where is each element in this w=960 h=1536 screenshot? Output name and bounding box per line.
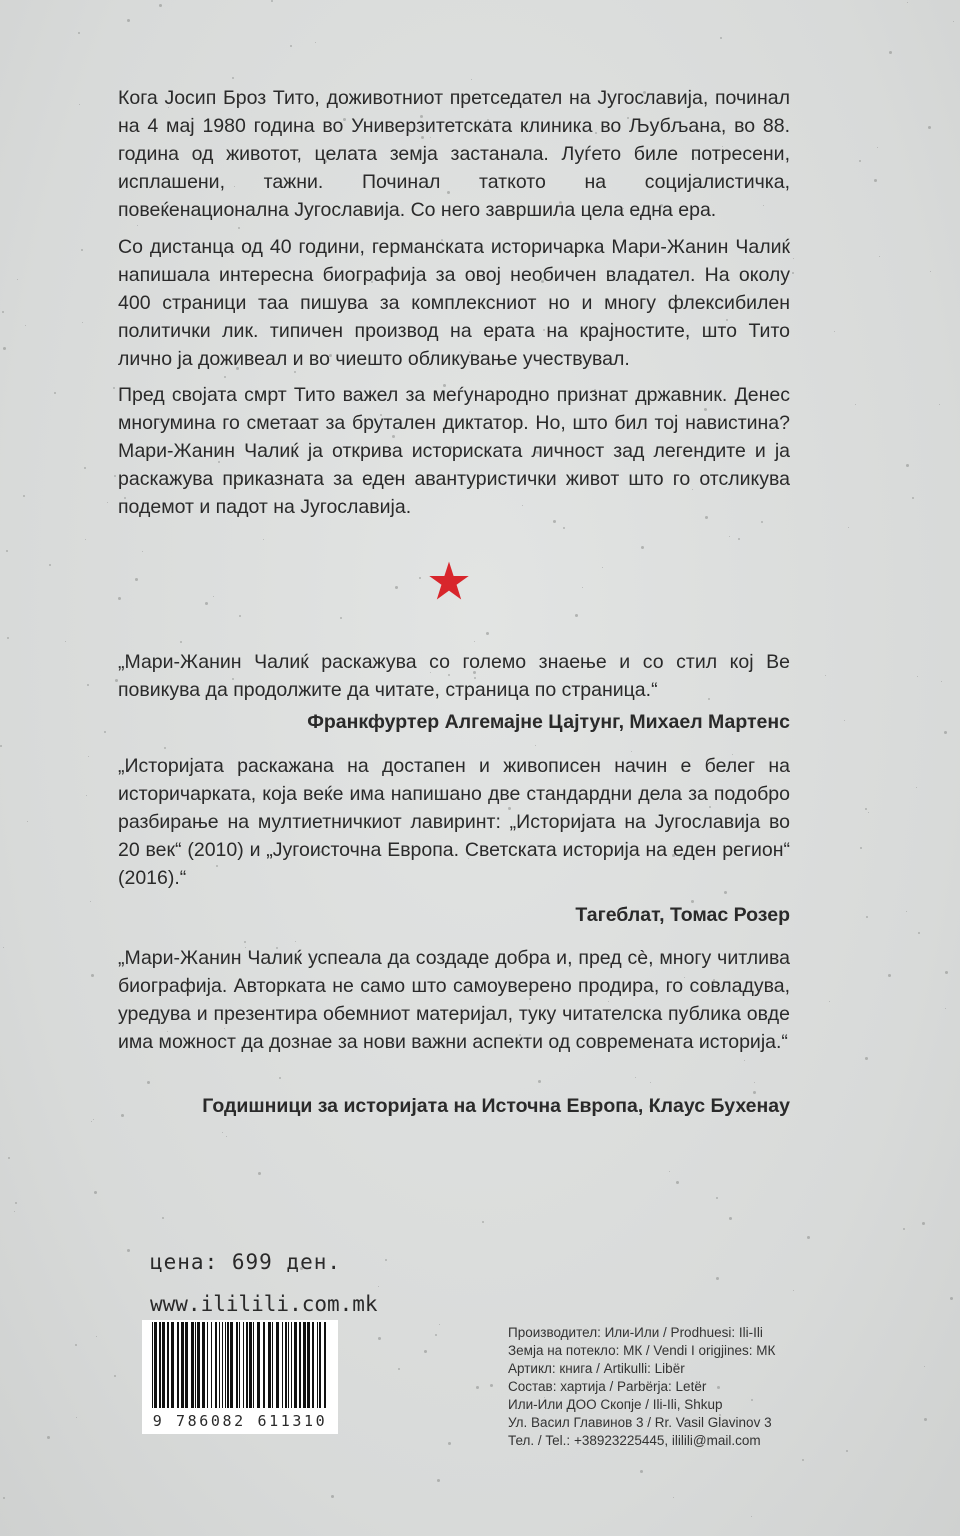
paper-speck xyxy=(848,527,849,528)
barcode-bar xyxy=(159,1322,161,1408)
paper-speck xyxy=(793,1290,794,1291)
paper-speck xyxy=(47,1436,50,1439)
paper-speck xyxy=(90,901,91,902)
barcode-bar xyxy=(312,1322,314,1408)
barcode-bar xyxy=(215,1322,217,1408)
barcode-bar xyxy=(243,1322,244,1408)
paper-speck xyxy=(159,4,162,7)
paper-speck xyxy=(825,675,826,676)
paper-speck xyxy=(75,1344,77,1346)
intro-paragraph-2 xyxy=(118,233,790,373)
paper-speck xyxy=(860,847,862,849)
barcode-bar xyxy=(195,1322,196,1408)
barcode-bar xyxy=(181,1322,184,1408)
review-quote-3 xyxy=(118,944,790,1056)
paper-speck xyxy=(86,795,87,796)
paper-speck xyxy=(87,684,89,686)
paper-speck xyxy=(180,641,182,643)
paper-speck xyxy=(859,160,861,162)
barcode-bar xyxy=(225,1322,226,1408)
paper-speck xyxy=(924,1418,927,1421)
paper-speck xyxy=(258,1172,261,1175)
paper-speck xyxy=(385,1259,387,1261)
paper-speck xyxy=(720,37,722,39)
paper-speck xyxy=(121,1114,124,1117)
barcode xyxy=(142,1320,338,1434)
paper-speck xyxy=(118,597,121,600)
paper-speck xyxy=(84,467,86,469)
barcode-bar xyxy=(211,1322,212,1408)
paper-speck xyxy=(419,577,421,579)
barcode-bar xyxy=(257,1322,260,1408)
paper-speck xyxy=(104,731,106,733)
paper-speck xyxy=(424,1350,427,1353)
barcode-bars xyxy=(148,1320,332,1410)
paper-speck xyxy=(792,272,794,274)
paper-speck xyxy=(868,812,869,813)
review-source-2: Тагеблат, Томас Розер xyxy=(575,904,790,926)
paper-speck xyxy=(85,539,86,540)
paper-speck xyxy=(94,1191,97,1194)
paper-speck xyxy=(222,1132,223,1133)
paper-speck xyxy=(941,681,942,682)
paper-speck xyxy=(91,974,94,977)
paper-speck xyxy=(906,464,909,467)
paper-speck xyxy=(27,821,28,822)
review-quote-3-text: „Мари-Жанин Чалиќ успеала да создаде добра и, пред сè, многу читлива биографија. Авторката не само што самоуверено продира, го совладува, уредува и презентира обемниот материјал, туку читателска публика овде има можност да дознае за нови важни аспекти од современата историја.“ xyxy=(118,947,790,1053)
barcode-bar xyxy=(272,1322,273,1408)
barcode-bar xyxy=(276,1322,279,1408)
barcode-bar xyxy=(268,1322,271,1408)
paper-speck xyxy=(91,1121,92,1122)
paper-speck xyxy=(889,51,892,54)
paper-speck xyxy=(279,1077,281,1079)
price-label: цена: 699 ден. xyxy=(150,1250,342,1274)
paper-speck xyxy=(127,1249,130,1252)
paper-speck xyxy=(331,1495,334,1498)
barcode-bar xyxy=(303,1322,306,1408)
paper-speck xyxy=(81,249,83,251)
paper-speck xyxy=(82,322,83,323)
paper-speck xyxy=(8,1157,10,1159)
paper-speck xyxy=(482,1221,484,1223)
paper-speck xyxy=(844,720,845,721)
info-line: Тел. / Tel.: +38923225445, ililili@mail.com xyxy=(508,1433,761,1448)
paper-speck xyxy=(448,1442,451,1445)
intro-paragraph-3 xyxy=(118,381,790,521)
paper-speck xyxy=(107,502,108,503)
paper-speck xyxy=(738,538,740,540)
paper-speck xyxy=(874,179,877,182)
paper-speck xyxy=(802,1459,804,1461)
paper-speck xyxy=(0,745,2,747)
paper-speck xyxy=(232,77,234,79)
barcode-bar xyxy=(167,1322,169,1408)
paper-speck xyxy=(922,1222,925,1225)
paper-speck xyxy=(471,79,472,80)
barcode-bar xyxy=(246,1322,248,1408)
paper-speck xyxy=(340,617,342,619)
paper-speck xyxy=(2,311,4,313)
paper-speck xyxy=(486,632,489,635)
paper-speck xyxy=(650,1082,651,1083)
review-quote-1 xyxy=(118,648,790,704)
review-quote-2-text: „Историјата раскажана на достапен и живописен начин е белег на историчарката, која веќе има напишано две стандардни дела за подобро разбирање на мултиетничкиот лавиринт: „Историјата на Југославија во 20 век“ (2010) и „Југоисточна Европа. Светската историја на еден регион“ (2016).“ xyxy=(118,755,790,889)
paper-speck xyxy=(78,32,80,34)
paper-speck xyxy=(563,527,565,529)
barcode-bar xyxy=(263,1322,265,1408)
paper-speck xyxy=(912,497,914,499)
paper-speck xyxy=(888,974,891,977)
paper-speck xyxy=(575,614,578,617)
intro-paragraph-1-text: Кога Јосип Броз Тито, доживотниот претседател на Југославија, починал на 4 мај 1980 година во Универзитетската клиника во Љубљана, во 88. година од животот, целата земја застанала. Луѓето биле потресени, исплашени, тажни. Починал таткото на социјалистичка, повеќенационална Југославија. Со него завршила цела една ера. xyxy=(118,87,790,221)
barcode-bar xyxy=(285,1322,287,1408)
paper-speck xyxy=(164,747,166,749)
paper-speck xyxy=(290,45,292,47)
barcode-bar xyxy=(299,1322,301,1408)
paper-speck xyxy=(928,126,931,129)
paper-speck xyxy=(142,551,143,552)
paper-speck xyxy=(65,641,66,642)
paper-speck xyxy=(238,227,240,229)
paper-speck xyxy=(641,546,644,549)
paper-speck xyxy=(729,536,730,537)
paper-speck xyxy=(3,947,4,948)
paper-speck xyxy=(162,1217,164,1219)
barcode-bar xyxy=(222,1322,223,1408)
paper-speck xyxy=(669,1171,670,1172)
paper-speck xyxy=(640,1470,643,1473)
paper-speck xyxy=(3,347,6,350)
paper-speck xyxy=(435,1334,437,1336)
paper-speck xyxy=(135,578,138,581)
paper-speck xyxy=(916,787,917,788)
paper-speck xyxy=(950,1297,953,1300)
paper-speck xyxy=(6,550,8,552)
paper-speck xyxy=(378,1337,381,1340)
paper-speck xyxy=(793,258,794,259)
paper-speck xyxy=(903,1228,905,1230)
barcode-bar xyxy=(197,1322,200,1408)
barcode-bar xyxy=(191,1322,194,1408)
paper-speck xyxy=(25,325,26,326)
paper-speck xyxy=(906,911,907,912)
paper-speck xyxy=(437,1479,440,1482)
paper-speck xyxy=(917,676,918,677)
paper-speck xyxy=(879,256,880,257)
paper-speck xyxy=(114,475,116,477)
barcode-bar xyxy=(236,1322,238,1408)
info-line: Состав: хартија / Parbërja: Letër xyxy=(508,1379,707,1394)
paper-speck xyxy=(924,1366,925,1367)
paper-speck xyxy=(23,495,25,497)
paper-speck xyxy=(14,1211,15,1212)
paper-speck xyxy=(939,404,940,405)
barcode-bar xyxy=(171,1322,174,1408)
review-quote-1-text: „Мари-Жанин Чалиќ раскажува со големо знаење и со стил кој Ве повикува да продолжите да читате, страница по страница.“ xyxy=(118,651,790,701)
paper-speck xyxy=(147,1081,150,1084)
paper-speck xyxy=(945,1008,946,1009)
paper-speck xyxy=(295,941,296,942)
paper-speck xyxy=(754,1082,755,1083)
paper-speck xyxy=(93,1119,94,1120)
paper-speck xyxy=(224,376,226,378)
paper-speck xyxy=(398,1368,400,1370)
barcode-bar xyxy=(152,1322,153,1408)
barcode-bar xyxy=(249,1322,252,1408)
paper-speck xyxy=(676,1181,679,1184)
barcode-bar xyxy=(162,1322,165,1408)
paper-speck xyxy=(263,539,264,540)
paper-speck xyxy=(866,916,868,918)
barcode-bar xyxy=(202,1322,205,1408)
paper-speck xyxy=(226,1136,227,1137)
red-star-icon xyxy=(428,560,470,602)
website-link[interactable]: www.ililili.com.mk xyxy=(150,1292,378,1316)
paper-speck xyxy=(96,1336,97,1337)
paper-speck xyxy=(378,1286,379,1287)
paper-speck xyxy=(930,271,931,272)
paper-speck xyxy=(76,1417,77,1418)
paper-speck xyxy=(79,104,80,105)
paper-speck xyxy=(7,637,9,639)
paper-speck xyxy=(846,1450,848,1452)
paper-speck xyxy=(271,0,273,2)
paper-speck xyxy=(535,745,536,746)
producer-info xyxy=(508,1324,798,1450)
paper-speck xyxy=(716,1197,718,1199)
barcode-bar xyxy=(282,1322,283,1408)
barcode-bar xyxy=(219,1322,220,1408)
info-line: Артикл: книга / Artikulli: Libër xyxy=(508,1361,685,1376)
info-line: Производител: Или-Или / Prodhuesi: Ili-Ili xyxy=(508,1325,763,1340)
paper-speck xyxy=(944,731,947,734)
paper-speck xyxy=(127,19,130,22)
paper-speck xyxy=(137,225,138,226)
paper-speck xyxy=(729,1217,732,1220)
info-line: Земја на потекло: МК / Vendi I origjines: МК xyxy=(508,1343,776,1358)
info-line: Или-Или ДОО Скопје / Ili-Ili, Shkup xyxy=(508,1397,723,1412)
paper-speck xyxy=(907,2,908,3)
info-line: Ул. Васил Главинов 3 / Rr. Vasil Glavinov 3 xyxy=(508,1415,772,1430)
barcode-bar xyxy=(239,1322,240,1408)
paper-speck xyxy=(716,1277,719,1280)
paper-speck xyxy=(15,1202,17,1204)
barcode-bar xyxy=(307,1322,310,1408)
paper-speck xyxy=(3,1497,5,1499)
paper-speck xyxy=(213,596,214,597)
paper-speck xyxy=(205,602,208,605)
paper-speck xyxy=(807,1236,810,1239)
review-source-1: Франкфуртер Алгемајне Цајтунг, Михаел Мартенс xyxy=(307,711,790,733)
paper-speck xyxy=(114,1375,116,1377)
barcode-bar xyxy=(319,1322,321,1408)
paper-speck xyxy=(829,1001,830,1002)
paper-speck xyxy=(855,404,856,405)
paper-speck xyxy=(17,279,18,280)
paper-speck xyxy=(474,641,475,642)
paper-speck xyxy=(239,615,241,617)
paper-speck xyxy=(918,932,920,934)
review-quote-2 xyxy=(118,752,790,892)
paper-speck xyxy=(54,392,56,394)
barcode-bar xyxy=(253,1322,254,1408)
paper-speck xyxy=(395,586,398,589)
paper-speck xyxy=(113,387,115,389)
paper-speck xyxy=(751,1516,752,1517)
paper-speck xyxy=(439,1324,440,1325)
paper-speck xyxy=(244,941,246,943)
paper-speck xyxy=(602,567,603,568)
paper-speck xyxy=(490,1384,493,1387)
intro-paragraph-2-text: Со дистанца од 40 години, германската историчарка Мари-Жанин Чалиќ напишала интересна биографија за овој необичен владател. На околу 400 страници таа пишува за комплексниот но и многу флексибилен политички лик. типичен производ на ерата на крајностите, што Тито лично ја доживеал и во чиешто обликување учествувал. xyxy=(118,236,790,370)
barcode-bar xyxy=(227,1322,229,1408)
barcode-bar xyxy=(317,1322,318,1408)
barcode-bar xyxy=(294,1322,297,1408)
barcode-bar xyxy=(324,1322,326,1408)
paper-speck xyxy=(865,1057,868,1060)
paper-speck xyxy=(315,42,316,43)
intro-paragraph-3-text: Пред својата смрт Тито важел за меѓународно признат државник. Денес многумина го сметаат за брутален диктатор. Но, што бил тој навистина? Мари-Жанин Чалиќ ја открива историската личност зад легендите и ја раскажува приказната за еден авантуристички живот што го отсликува подемот и падот на Југославија. xyxy=(118,384,790,518)
paper-speck xyxy=(761,521,763,523)
paper-speck xyxy=(582,587,583,588)
paper-speck xyxy=(476,1386,479,1389)
barcode-number: 9 786082 611310 xyxy=(152,1412,328,1430)
paper-speck xyxy=(834,331,835,332)
barcode-bar xyxy=(291,1322,292,1408)
paper-speck xyxy=(945,971,948,974)
paper-speck xyxy=(538,1080,541,1083)
paper-speck xyxy=(88,756,89,757)
paper-speck xyxy=(865,808,867,810)
paper-speck xyxy=(673,1497,674,1498)
barcode-bar xyxy=(185,1322,188,1408)
barcode-bar xyxy=(177,1322,179,1408)
review-source-3: Годишници за историјата на Источна Европа, Клаус Бухенау xyxy=(202,1095,790,1117)
paper-speck xyxy=(744,1060,745,1061)
paper-speck xyxy=(877,147,878,148)
barcode-bar xyxy=(154,1322,157,1408)
barcode-bar xyxy=(230,1322,233,1408)
paper-speck xyxy=(953,21,954,22)
intro-paragraph-1 xyxy=(118,84,790,224)
barcode-bar xyxy=(207,1322,208,1408)
paper-speck xyxy=(49,564,51,566)
barcode-bar xyxy=(288,1322,289,1408)
paper-speck xyxy=(635,1077,636,1078)
